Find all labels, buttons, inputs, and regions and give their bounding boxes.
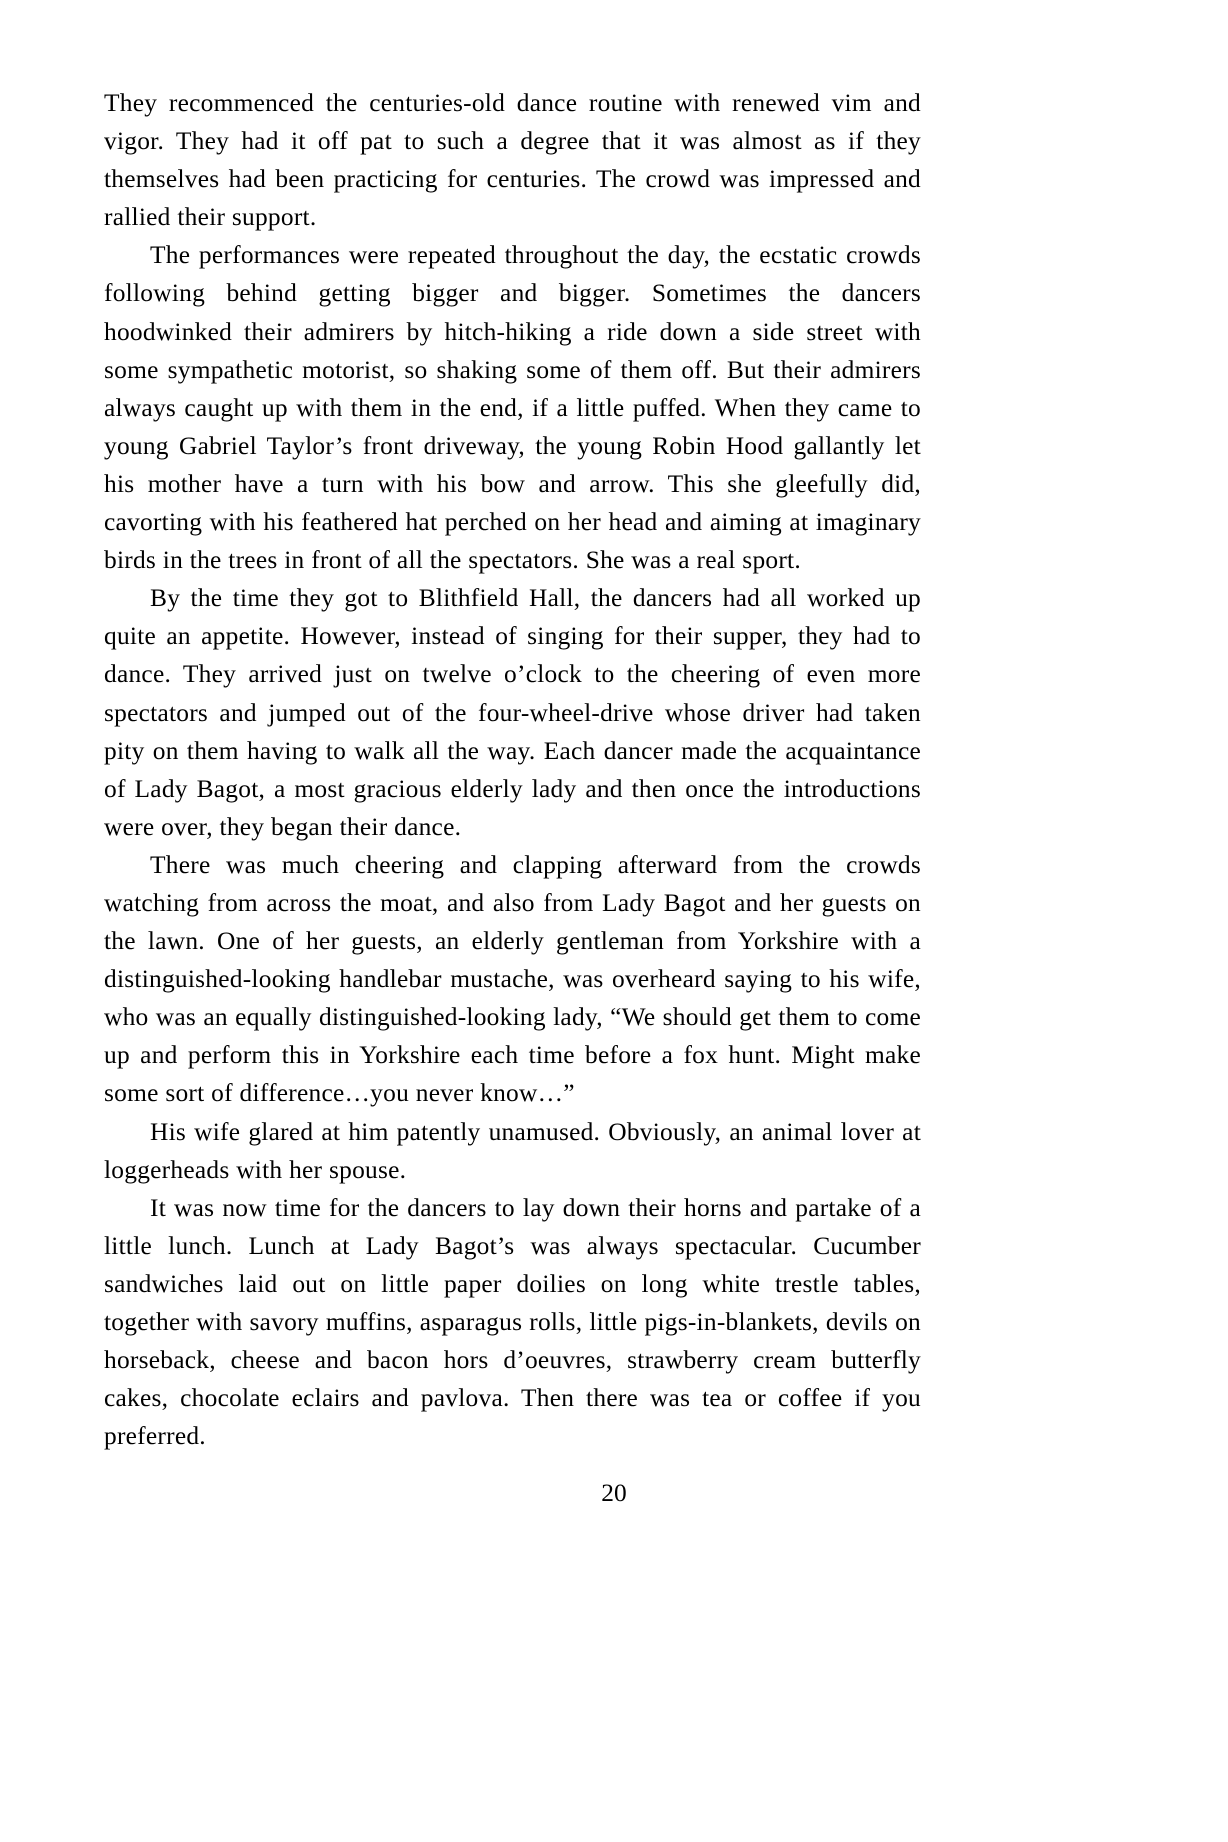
paragraph-1: They recommenced the centuries-old dance routine with renewed vim and vigor. They had it off pat to such a degree that it was almost as if they themselves had been practicing for centuries. The crowd was impressed and rallied their support. (104, 89, 921, 232)
paragraph-4: There was much cheering and clapping afterward from the crowds watching from across the moat, and also from Lady Bagot and her guests on the lawn. One of her guests, an elderly gentleman from Yorkshire with a distinguished-looking handlebar mustache, was overheard saying to his wife, who was an equally distinguished-looking lady, “We should get them to come up and perform this in Yorkshire each time before a fox hunt. Might make some sort of difference…you never know…” (104, 850, 921, 1108)
paragraph-5: His wife glared at him patently unamused. Obviously, an animal lover at loggerheads with her spouse. (104, 1117, 921, 1184)
page-number: 20 (601, 1479, 627, 1507)
paragraph-2: The performances were repeated throughout the day, the ecstatic crowds following behind getting bigger and bigger. Sometimes the dancers hoodwinked their admirers by hitch-hiking a ride down a side street with some sympathetic motorist, so shaking some of them off. But their admirers always caught up with them in the end, if a little puffed. When they came to young Gabriel Taylor’s front driveway, the young Robin Hood gallantly let his mother have a turn with his bow and arrow. This she gleefully did, cavorting with his feathered hat perched on her head and aiming at imaginary birds in the trees in front of all the spectators. She was a real sport. (104, 241, 921, 575)
paragraph-3: By the time they got to Blithfield Hall, the dancers had all worked up quite an appetite. However, instead of singing for their supper, they had to dance. They arrived just on twelve o’clock to the cheering of even more spectators and jumped out of the four-wheel-drive whose driver had taken pity on them having to walk all the way. Each dancer made the acquaintance of Lady Bagot, a most gracious elderly lady and then once the introductions were over, they began their dance. (104, 584, 921, 841)
body-text-block (104, 84, 921, 1455)
paragraph-6: It was now time for the dancers to lay down their horns and partake of a little lunch. Lunch at Lady Bagot’s was always spectacular. Cucumber sandwiches laid out on little paper doilies on long white trestle tables, together with savory muffins, asparagus rolls, little pigs-in-blankets, devils on horseback, cheese and bacon hors d’oeuvres, strawberry cream butterfly cakes, chocolate eclairs and pavlova. Then there was tea or coffee if you preferred. (104, 1193, 921, 1451)
